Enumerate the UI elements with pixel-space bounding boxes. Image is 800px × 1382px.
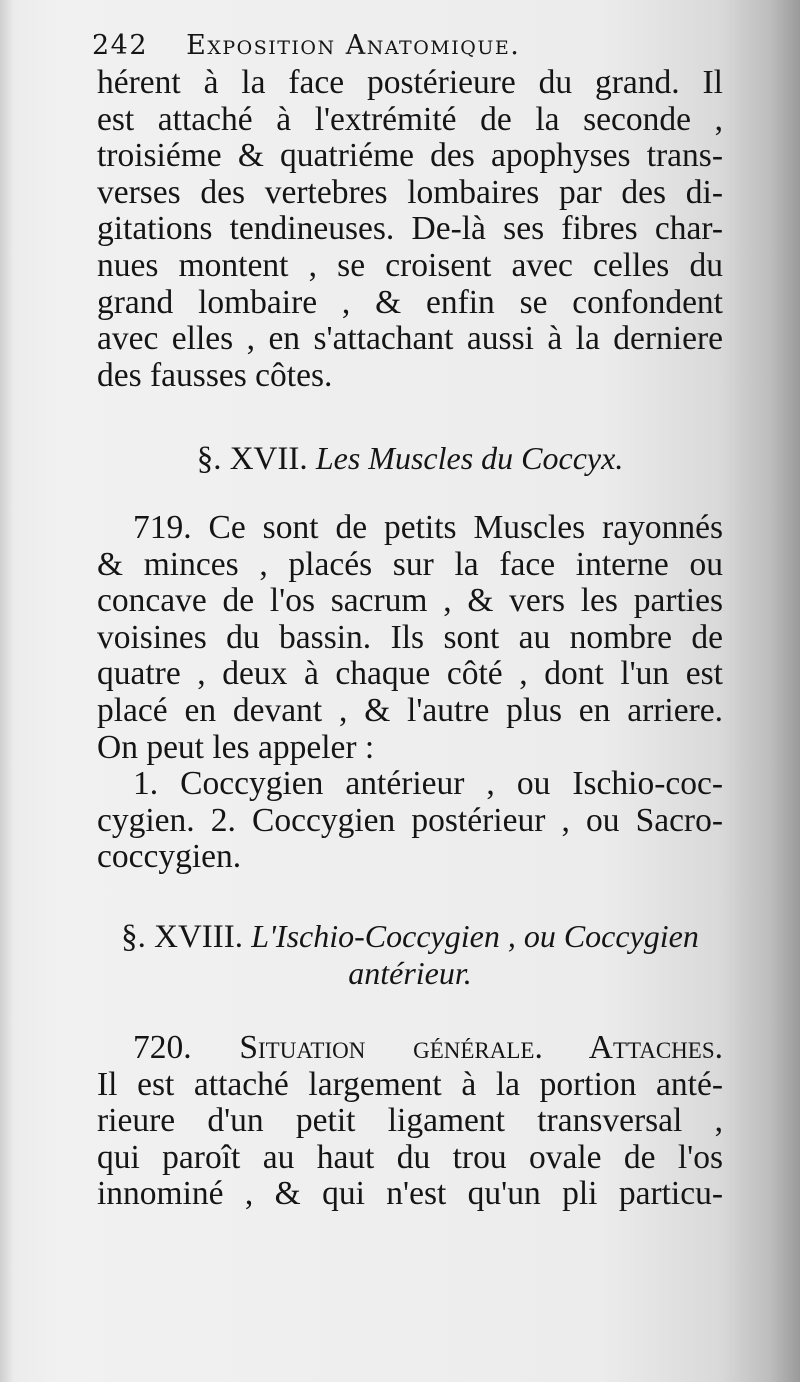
text-line: verses des vertebres lombaires par des di- [97,173,723,211]
section-title: Les Muscles du Coccyx. [315,440,624,476]
list-line: cygien. 2. Coccygien postérieur , ou Sacro- [97,801,723,839]
section-number: §. XVIII. [121,919,244,955]
text-line: est attaché à l'extrémité de la seconde , [97,100,723,138]
section-title-line-1: L'Ischio-Coccygien , ou Coccygien [251,918,699,954]
section-heading-18 [97,918,723,992]
list-line: 1. Coccygien antérieur , ou Ischio-coc- [133,765,723,803]
section-number: §. XVII. [196,441,308,477]
text-line: innominé , & qui n'est qu'un pli particu- [97,1175,723,1213]
list-line: coccygien. [97,838,242,876]
text-line: nues montent , se croisent avec celles du [97,246,723,284]
text-line: grand lombaire , & enfin se confondent [97,283,723,321]
text-line: hérent à la face postérieure du grand. Il [97,64,723,101]
text-line: Il est attaché largement à la portion anté- [97,1065,723,1103]
text-line: 719. Ce sont de petits Muscles rayonnés [133,509,723,546]
paragraph-lead: 720. Situation générale. Attaches. [133,1029,723,1066]
text-line: On peut les appeler : [97,728,375,766]
page-number: 242 [92,30,149,61]
text-line: troisiéme & quatriéme des apophyses trans- [97,137,723,175]
text-line: des fausses côtes. [97,356,333,394]
text-line: placé en devant , & l'autre plus en arriere. [97,691,723,729]
text-line: avec elles , en s'attachant aussi à la derniere [97,320,723,358]
paragraph-719 [97,510,723,876]
section-heading-17 [97,440,723,478]
paragraph-720 [97,1030,723,1213]
page-header [92,30,742,66]
text-line: qui paroît au haut du trou ovale de l'os [97,1138,723,1176]
text-line: rieure d'un petit ligament transversal , [97,1102,723,1140]
text-line: voisines du bassin. Ils sont au nombre de [97,618,723,656]
text-line: concave de l'os sacrum , & vers les parties [97,582,723,620]
paragraph-718-continuation [97,65,723,394]
section-title-line-2: antérieur. [348,955,472,991]
text-line: gitations tendineuses. De-là ses fibres char- [97,210,723,248]
text-line: & minces , placés sur la face interne ou [97,545,723,583]
running-title: Exposition Anatomique. [186,30,521,61]
text-line: quatre , deux à chaque côté , dont l'un est [97,655,723,693]
